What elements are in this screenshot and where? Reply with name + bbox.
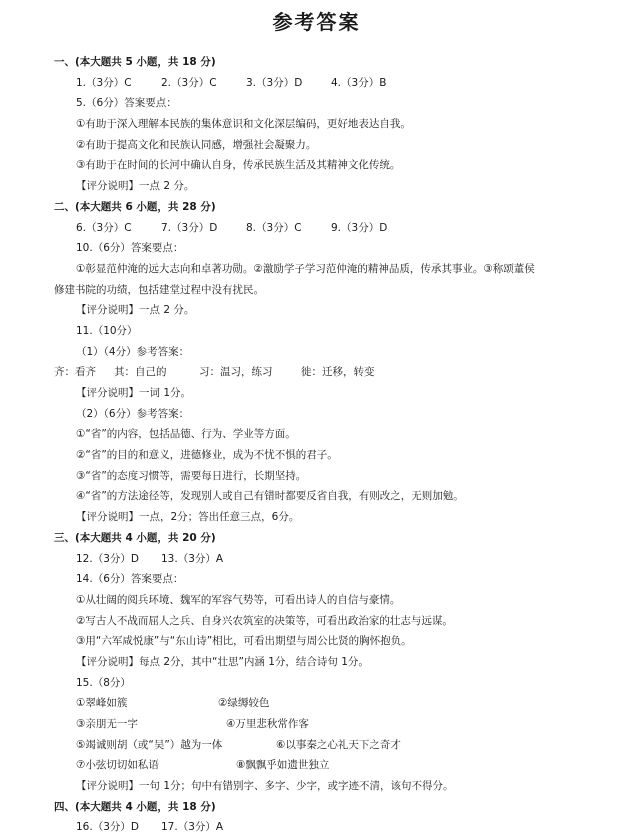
q10-points: ①彰显范仲淹的远大志向和卓著功勋。②激励学子学习范仲淹的精神品质，传承其事业。③称颂董侯: [76, 262, 535, 275]
answer-7: 7.（3分）D: [161, 221, 218, 234]
q15-answers-row-1: [0, 693, 633, 714]
q11-part1-heading: （1）（4分）参考答案：: [76, 345, 190, 358]
answer-2: 2.（3分）C: [161, 76, 217, 89]
answer-13: 13.（3分）A: [161, 552, 224, 565]
blank-1: ①翠峰如簇: [76, 697, 128, 710]
q14-heading: 14.（6分）答案要点：: [76, 573, 184, 586]
mc-answers-1-4: [0, 73, 633, 94]
blank-2: ②绿缛较色: [218, 697, 270, 710]
q15-heading: 15.（8分）: [76, 676, 131, 689]
blank-7: ⑦小弦切切如私语: [76, 759, 159, 772]
blank-8: ⑧飘飘乎如遗世独立: [236, 759, 330, 772]
answer-9: 9.（3分）D: [331, 221, 388, 234]
word-qi-1: 齐：看齐: [54, 366, 96, 379]
q15-answers-row-2: [0, 714, 633, 735]
page-title: 参考答案: [272, 10, 361, 34]
q14-point-2: ②写古人不战而屈人之兵、自身兴农筑室的决策等，可看出政治家的壮志与远谋。: [76, 614, 453, 627]
answer-16: 16.（3分）D: [76, 821, 139, 834]
q14-scoring-note: 【评分说明】每点 2分，其中“壮思”内涵 1分，结合诗句 1分。: [76, 655, 369, 668]
blank-5: ⑤竭诚则胡（或“吴”）越为一体: [76, 738, 223, 751]
q5-point-2: ②有助于提高文化和民族认同感，增强社会凝聚力。: [76, 138, 317, 151]
mc-answers-16-17: [0, 817, 633, 838]
q11-part2-heading: （2）（6分）参考答案：: [76, 407, 190, 420]
mc-answers-6-9: [0, 218, 633, 239]
section-heading-4: 四、(本大题共 4 小题，共 18 分): [54, 800, 216, 813]
q10-heading: 10.（6分）答案要点：: [76, 242, 184, 255]
q11-part1-answers: [0, 362, 633, 383]
blank-4: ④万里悲秋常作客: [226, 718, 309, 730]
blank-3: ③亲朋无一字: [76, 718, 138, 730]
q5-point-3: ③有助于在时间的长河中确认自身，传承民族生活及其精神文化传统。: [76, 159, 401, 172]
q15-answers-row-3: [0, 735, 633, 756]
q11-part1-scoring-note: 【评分说明】一词 1分。: [76, 387, 192, 399]
word-qi-2: 其：自己的: [114, 366, 167, 379]
answer-6: 6.（3分）C: [76, 221, 132, 234]
answer-17: 17.（3分）A: [161, 821, 224, 834]
q11-heading: 11.（10分）: [76, 324, 138, 337]
answer-8: 8.（3分）C: [246, 221, 302, 234]
q5-scoring-note: 【评分说明】一点 2 分。: [76, 180, 195, 193]
section-heading-3: 三、(本大题共 4 小题，共 20 分): [54, 531, 216, 544]
word-xi: 习：温习，练习: [199, 366, 273, 379]
q10-points-continued: 修建书院的功绩，包括建堂过程中没有扰民。: [54, 283, 264, 296]
answer-1: 1.（3分）C: [76, 76, 132, 89]
q15-answers-row-4: [0, 755, 633, 776]
q11-part2-scoring-note: 【评分说明】一点，2分；答出任意三点，6分。: [76, 511, 300, 524]
q5-point-1: ①有助于深入理解本民族的集体意识和文化深层编码，更好地表达自我。: [76, 118, 411, 131]
q11-part2-point-2: ②“省”的目的和意义，进德修业，成为不忧不惧的君子。: [76, 449, 338, 462]
answer-4: 4.（3分）B: [331, 76, 387, 89]
q10-scoring-note: 【评分说明】一点 2 分。: [76, 304, 195, 317]
section-heading-1: 一、(本大题共 5 小题，共 18 分): [54, 56, 216, 68]
answer-key-body: [0, 52, 633, 838]
q14-point-3: ③用“六军咸悦康”与“东山诗”相比，可看出期望与周公比贤的胸怀抱负。: [76, 635, 412, 648]
blank-6: ⑥以事秦之心礼天下之奇才: [276, 738, 401, 751]
section-heading-2: 二、(本大题共 6 小题，共 28 分): [54, 200, 216, 213]
q11-part2-point-3: ③“省”的态度习惯等，需要每日进行，长期坚持。: [76, 469, 307, 482]
word-xi-2: 徙：迁移，转变: [301, 366, 375, 379]
q15-scoring-note: 【评分说明】一句 1分；句中有错别字、多字、少字，或字迹不清，该句不得分。: [76, 780, 454, 793]
q14-point-1: ①从壮阔的阅兵环境、魏军的军容气势等，可看出诗人的自信与豪情。: [76, 593, 401, 606]
answer-3: 3.（3分）D: [246, 76, 303, 89]
mc-answers-12-13: [0, 549, 633, 570]
q11-part2-point-4: ④“省”的方法途径等，发现别人或自己有错时都要反省自我，有则改之，无则加勉。: [76, 490, 464, 503]
q11-part2-point-1: ①“省”的内容，包括品德、行为、学业等方面。: [76, 428, 296, 441]
answer-12: 12.（3分）D: [76, 552, 139, 565]
q5-heading: 5.（6分）答案要点：: [76, 97, 177, 110]
